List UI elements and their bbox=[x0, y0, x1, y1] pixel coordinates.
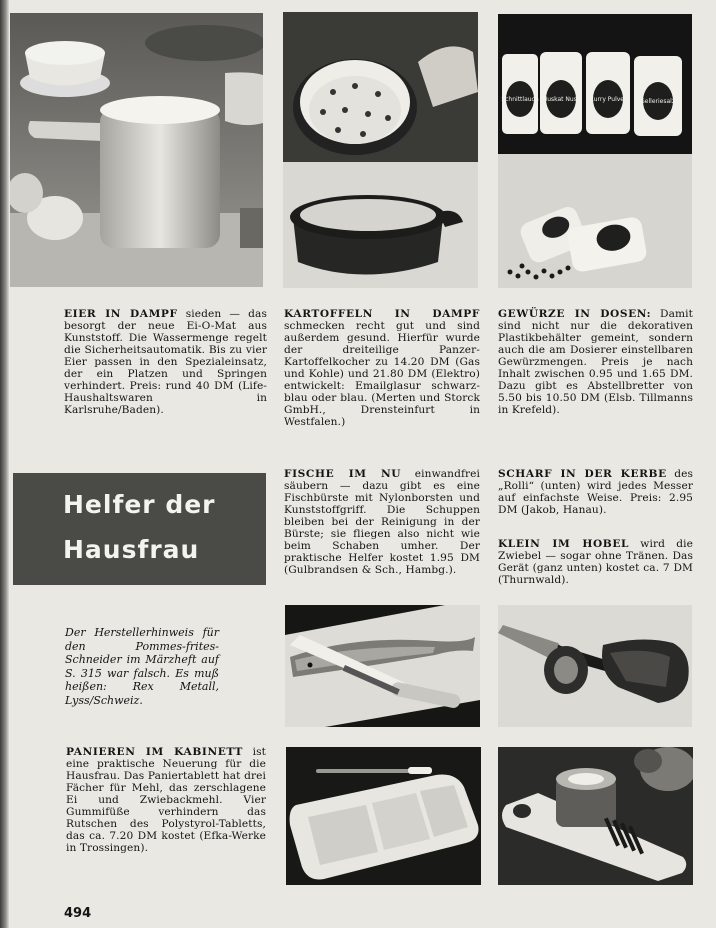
caption-eier bbox=[64, 308, 267, 416]
spice-tin-label: Curry Pulver bbox=[589, 96, 627, 103]
caption-lead: PANIEREN IM KABINETT bbox=[66, 746, 244, 758]
caption-lead: GEWÜRZE IN DOSEN: bbox=[498, 308, 652, 320]
caption-scharf bbox=[498, 468, 693, 516]
caption-text: einwandfrei säubern — dazu gibt es eine Fischbürste mit Nylonborsten und Kunststoffgriff. Die Schuppen bleiben bei der Reinigung in der Bürste; sie fliegen also nicht wie beim Schaben umher. Der praktische Helfer kostet 1.95 DM (Gulbrandsen & Sch., Hambg.). bbox=[284, 468, 480, 576]
section-title-banner bbox=[13, 473, 266, 585]
caption-text: sieden — das besorgt der neue Ei-O-Mat aus Kunststoff. Die Wassermenge regelt die Sicherheitsautomatik. Bis zu vier Eier passen in den Spezialeinsatz, der ein Platzen und Springen verhindert. Preis: rund 40 DM (Life-Haushaltswaren in Karlsruhe/Baden). bbox=[64, 308, 268, 416]
photo-fish-brush bbox=[285, 605, 480, 727]
caption-panieren bbox=[66, 746, 266, 854]
caption-text: schmecken recht gut und sind außerdem gesund. Hierfür wurde der dreiteilige Panzer-Kartoffelkocher zu 14.20 DM (Gas und Kohle) und 21.80 DM (Elektro) entwickelt: Emailglasur schwarz-blau oder blau. (Merten und Storck GmbH., Drensteinfurt in Westfalen.) bbox=[284, 320, 480, 428]
photo-egg-cooker bbox=[10, 13, 263, 287]
caption-text: des „Rolli“ (unten) wird jedes Messer auf einfachste Weise. Preis: 2.95 DM (Jakob, Hanau). bbox=[498, 468, 693, 516]
photo-onion-slicer bbox=[498, 747, 693, 885]
section-title-line1: Helfer der bbox=[63, 490, 216, 519]
caption-lead: EIER IN DAMPF bbox=[64, 308, 178, 320]
section-title-line2: Hausfrau bbox=[63, 535, 200, 564]
caption-lead: KARTOFFELN IN DAMPF bbox=[284, 308, 480, 320]
caption-text: Damit sind nicht nur die dekorativen Plastikbehälter gemeint, sondern auch die am Dosierer einstellbaren Gewürzmengen. Preis je nach Inhalt zwischen 0.95 und 1.65 DM. Dazu gibt es Abstellbretter von 5.50 bis 10.50 DM (Elsb. Tillmanns in Krefeld). bbox=[498, 308, 693, 416]
photo-spice-tins bbox=[498, 14, 692, 288]
photo-potato-cooker bbox=[283, 12, 478, 288]
caption-lead: KLEIN IM HOBEL bbox=[498, 538, 630, 550]
page-binding-shadow bbox=[0, 0, 9, 928]
caption-hobel bbox=[498, 538, 693, 586]
spice-tin-label: Muskat Nuss bbox=[542, 96, 580, 103]
photo-knife-sharpener bbox=[498, 605, 692, 727]
caption-lead: SCHARF IN DER KERBE bbox=[498, 468, 667, 480]
spice-tin-label: Selleriesalz bbox=[641, 98, 675, 105]
caption-text: wird die Zwiebel — sogar ohne Tränen. Das Gerät (ganz unten) kostet ca. 7 DM (Thurnwald). bbox=[498, 538, 693, 586]
caption-lead: FISCHE IM NU bbox=[284, 468, 402, 480]
caption-text: ist eine praktische Neuerung für die Hausfrau. Das Paniertablett hat drei Fächer für Mehl, das zerschlagene Ei und Zwiebackmehl. Vier Gummifüße verhindern das Rutschen des Polystyrol-Tabletts, das ca. 7.20 DM kostet (Efka-Werke in Trossingen). bbox=[66, 746, 266, 854]
page-number: 494 bbox=[64, 906, 92, 921]
caption-fische bbox=[284, 468, 480, 576]
spice-tin-label: Schnittlauch bbox=[501, 96, 539, 103]
caption-gewuerze bbox=[498, 308, 693, 416]
photo-breading-tray bbox=[286, 747, 481, 885]
correction-note: Der Herstellerhinweis für den Pommes-frites-Schneider im Märzheft auf S. 315 war falsch. Es muß heißen: Rex Metall, Lyss/Schweiz. bbox=[65, 626, 219, 707]
caption-kartoffeln bbox=[284, 308, 480, 428]
